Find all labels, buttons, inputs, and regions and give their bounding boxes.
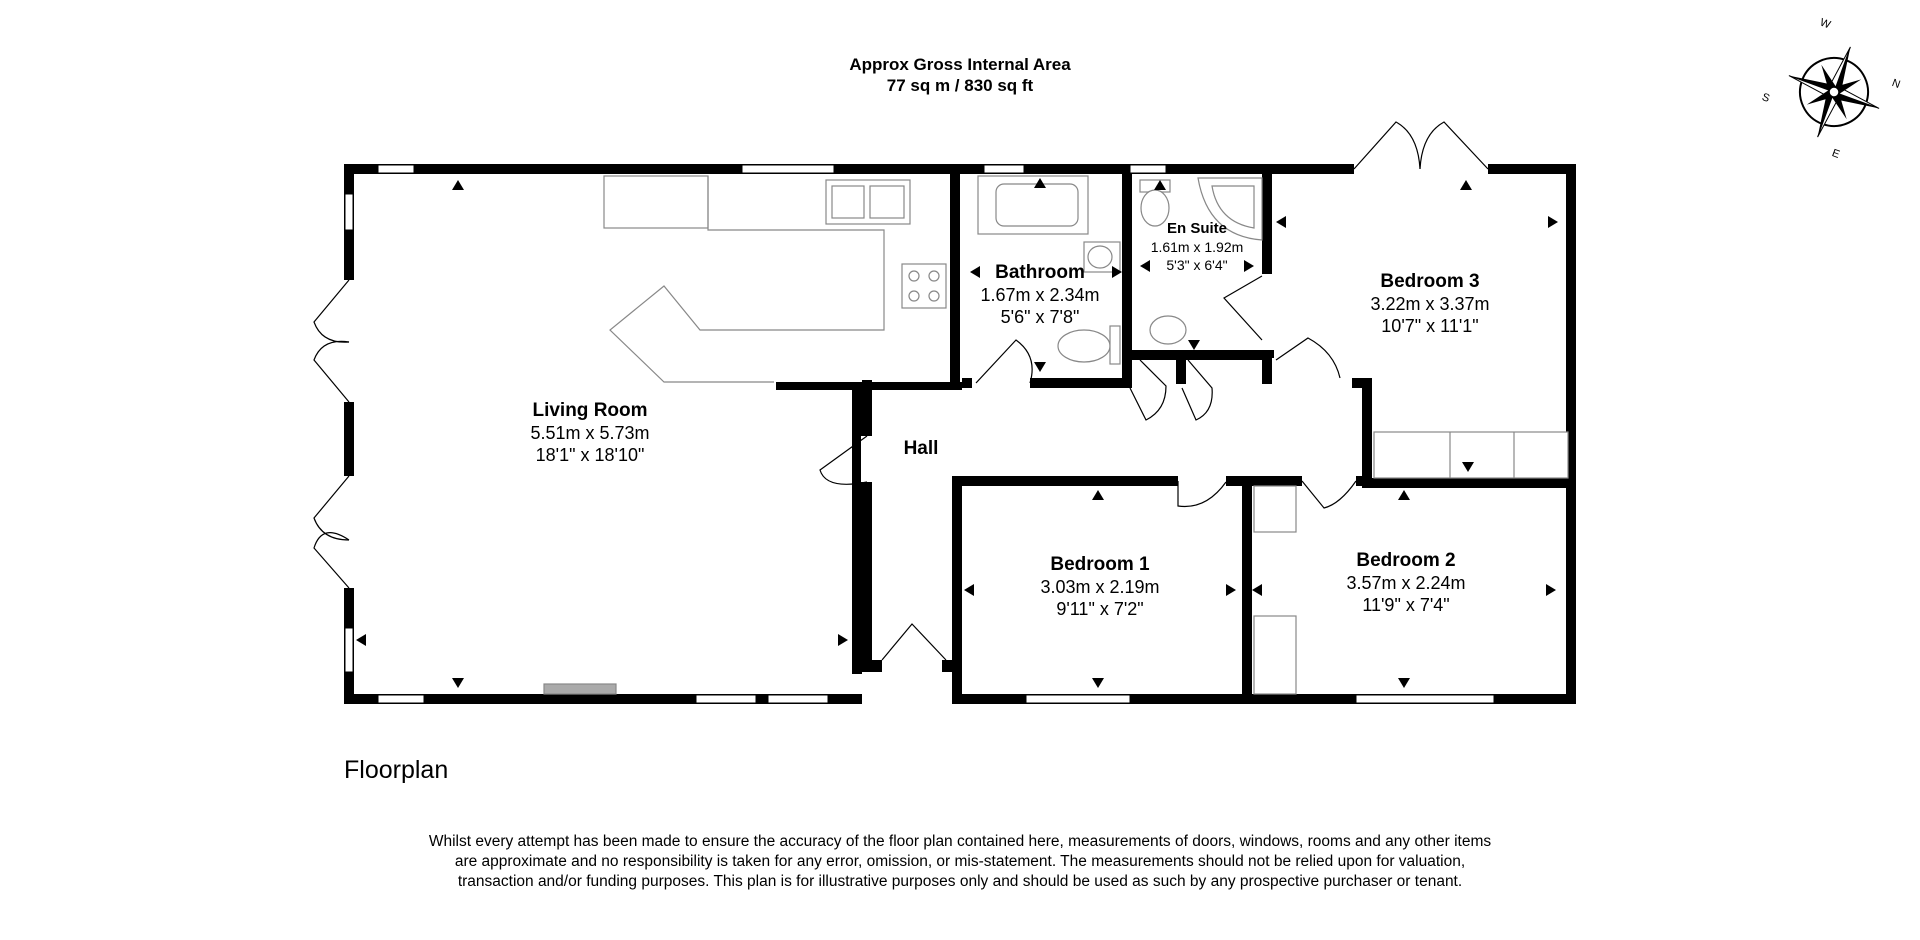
room-imperial: 9'11" x 7'2": [1056, 599, 1144, 619]
room-name: Bathroom: [995, 262, 1085, 283]
room-name: Hall: [903, 438, 939, 459]
room-bedroom1: [1020, 554, 1180, 620]
room-imperial: 11'9" x 7'4": [1362, 595, 1450, 615]
room-ensuite: [1132, 219, 1262, 274]
room-name: Living Room: [532, 400, 648, 421]
compass-s-label: S: [1760, 91, 1772, 105]
room-metric: 3.22m x 3.37m: [1370, 294, 1490, 314]
room-name: Bedroom 3: [1380, 271, 1480, 292]
door-openings: [343, 163, 1488, 588]
room-bedroom2: [1326, 550, 1486, 616]
room-living: [520, 400, 660, 466]
room-imperial: 18'1" x 18'10": [535, 445, 645, 465]
room-metric: 5.51m x 5.73m: [530, 423, 650, 443]
room-imperial: 10'7" x 11'1": [1381, 316, 1479, 336]
room-name: Bedroom 1: [1050, 554, 1150, 575]
disclaimer-text: Whilst every attempt has been made to ensure the accuracy of the floor plan contained here, measurements of doors, windows, rooms and any other items are approximate and no responsibility is taken for any error, omission, or mis-statement. The measurements should not be relied upon for valuation, transaction and/or funding purposes. This plan is for illustrative purposes only and should be used as such by any prospective purchaser or tenant.: [428, 833, 1492, 890]
floor-label: Floorplan: [344, 756, 449, 784]
room-metric: 3.03m x 2.19m: [1040, 577, 1160, 597]
room-bedroom3: [1350, 271, 1510, 337]
compass-w-label: W: [1818, 16, 1833, 32]
gross-area-title: Approx Gross Internal Area: [849, 55, 1071, 74]
room-name: En Suite: [1166, 220, 1227, 237]
room-metric: 1.61m x 1.92m: [1150, 239, 1244, 255]
room-imperial: 5'3" x 6'4": [1166, 257, 1228, 273]
room-metric: 3.57m x 2.24m: [1346, 573, 1466, 593]
room-metric: 1.67m x 2.34m: [980, 285, 1100, 305]
compass-e-label: E: [1830, 147, 1842, 161]
gross-area-value: 77 sq m / 830 sq ft: [886, 76, 1034, 95]
compass-n-label: N: [1890, 77, 1902, 91]
room-hall: [888, 438, 954, 460]
room-imperial: 5'6" x 7'8": [1000, 307, 1080, 327]
room-name: Bedroom 2: [1356, 550, 1456, 571]
windows: [345, 165, 1494, 703]
room-bathroom: [960, 262, 1120, 328]
